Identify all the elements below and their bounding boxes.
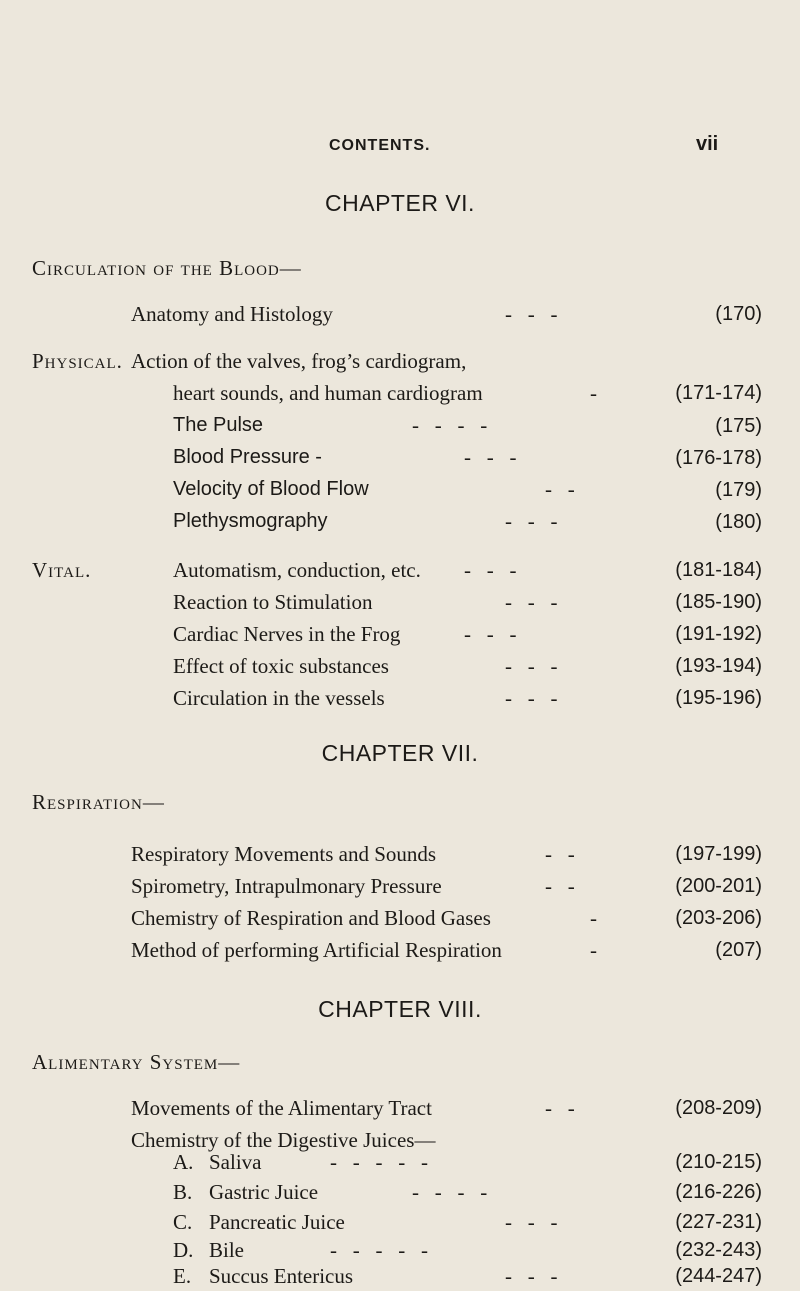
entry-label: Respiratory Movements and Sounds [131,842,437,866]
section-alimentary: Alimentary System— [32,1050,241,1074]
section-respiration: Respiration— [32,790,165,814]
entry-label: Pancreatic Juice [209,1210,345,1234]
entry-leader: - - [545,874,575,898]
entry-pages: (193-194) [675,655,762,677]
entry-leader: - - - [505,654,558,678]
chapter-8-heading: CHAPTER VIII. [318,996,482,1022]
entry-label: Cardiac Nerves in the Frog [173,622,401,646]
entry-pages: (244-247) [675,1265,762,1287]
entry-pages: (227-231) [675,1211,762,1233]
entry-leader: - - [545,842,575,866]
entry-pages: (208-209) [675,1097,762,1119]
entry-pages: (170) [715,303,762,325]
entry-leader: - - - [505,1264,558,1288]
entry-leader: - - [545,477,575,501]
entry-pages: (191-192) [675,623,762,645]
entry-label: Saliva [209,1150,262,1174]
entry-label: Succus Entericus [209,1264,354,1288]
page-number: vii [696,133,719,155]
entry-label: Reaction to Stimulation [173,590,373,614]
entry-label: The Pulse [173,414,264,436]
entry-label-valves: Action of the valves, frog’s cardiogram, [131,349,467,373]
side-label-vital: Vital. [32,558,92,582]
entry-pages: (207) [715,939,762,961]
entry-label: Velocity of Blood Flow [173,478,369,500]
entry-label: Effect of toxic substances [173,654,389,678]
entry-label: Anatomy and Histology [131,302,333,326]
entry-pages: (171-174) [675,382,762,404]
chapter-6-heading: CHAPTER VI. [325,190,475,216]
entry-letter: C. [173,1210,193,1234]
entry-leader: - - - - - [330,1238,428,1262]
entry-label: Spirometry, Intrapulmonary Pressure [131,874,442,898]
entry-leader: - - - [464,558,517,582]
entry-leader: - [590,906,597,930]
entry-pages: (181-184) [675,559,762,581]
entry-label: Chemistry of Respiration and Blood Gases [131,906,491,930]
entry-pages: (195-196) [675,687,762,709]
entry-leader: - - - [464,622,517,646]
entry-label: Movements of the Alimentary Tract [131,1096,432,1120]
entry-leader: - - - [505,1210,558,1234]
section-circulation: Circulation of the Blood— [32,256,302,280]
entry-pages: (176-178) [675,447,762,469]
entry-pages: (185-190) [675,591,762,613]
entry-label: Circulation in the vessels [173,686,385,710]
entry-label: Automatism, conduction, etc. [173,558,421,582]
entry-leader: - - - [464,445,517,469]
entry-pages: (210-215) [675,1151,762,1173]
entry-letter: D. [173,1238,194,1262]
entry-pages: (197-199) [675,843,762,865]
side-label-physical: Physical. [32,349,123,373]
entry-letter: E. [173,1264,192,1288]
entry-leader: - - - [505,509,558,533]
entry-pages: (200-201) [675,875,762,897]
entry-label: Method of performing Artificial Respiration [131,938,502,962]
entry-leader: - - - [505,686,558,710]
entry-pages: (179) [715,479,762,501]
entry-pages: (203-206) [675,907,762,929]
entry-pages: (216-226) [675,1181,762,1203]
entry-label: Plethysmography [173,510,328,532]
entry-label: heart sounds, and human cardiogram [173,381,483,405]
entry-leader: - - - [505,302,558,326]
entry-label: Gastric Juice [209,1180,319,1204]
entry-label: Bile [209,1238,244,1262]
entry-label: Blood Pressure - [173,446,322,468]
running-header: CONTENTS. [329,137,431,154]
entry-leader: - [590,938,597,962]
entry-pages: (180) [715,511,762,533]
entry-leader: - - - - [412,413,488,437]
chapter-7-heading: CHAPTER VII. [321,740,479,766]
entry-letter: A. [173,1150,194,1174]
entry-leader: - - - [505,590,558,614]
entry-leader: - - - - - [330,1150,428,1174]
entry-leader: - - - - [412,1180,488,1204]
entry-pages: (175) [715,415,762,437]
entry-letter: B. [173,1180,193,1204]
entry-pages: (232-243) [675,1239,762,1261]
entry-leader: - [590,381,597,405]
entry-label-digestive-juices: Chemistry of the Digestive Juices— [131,1128,436,1152]
entry-leader: - - [545,1096,575,1120]
